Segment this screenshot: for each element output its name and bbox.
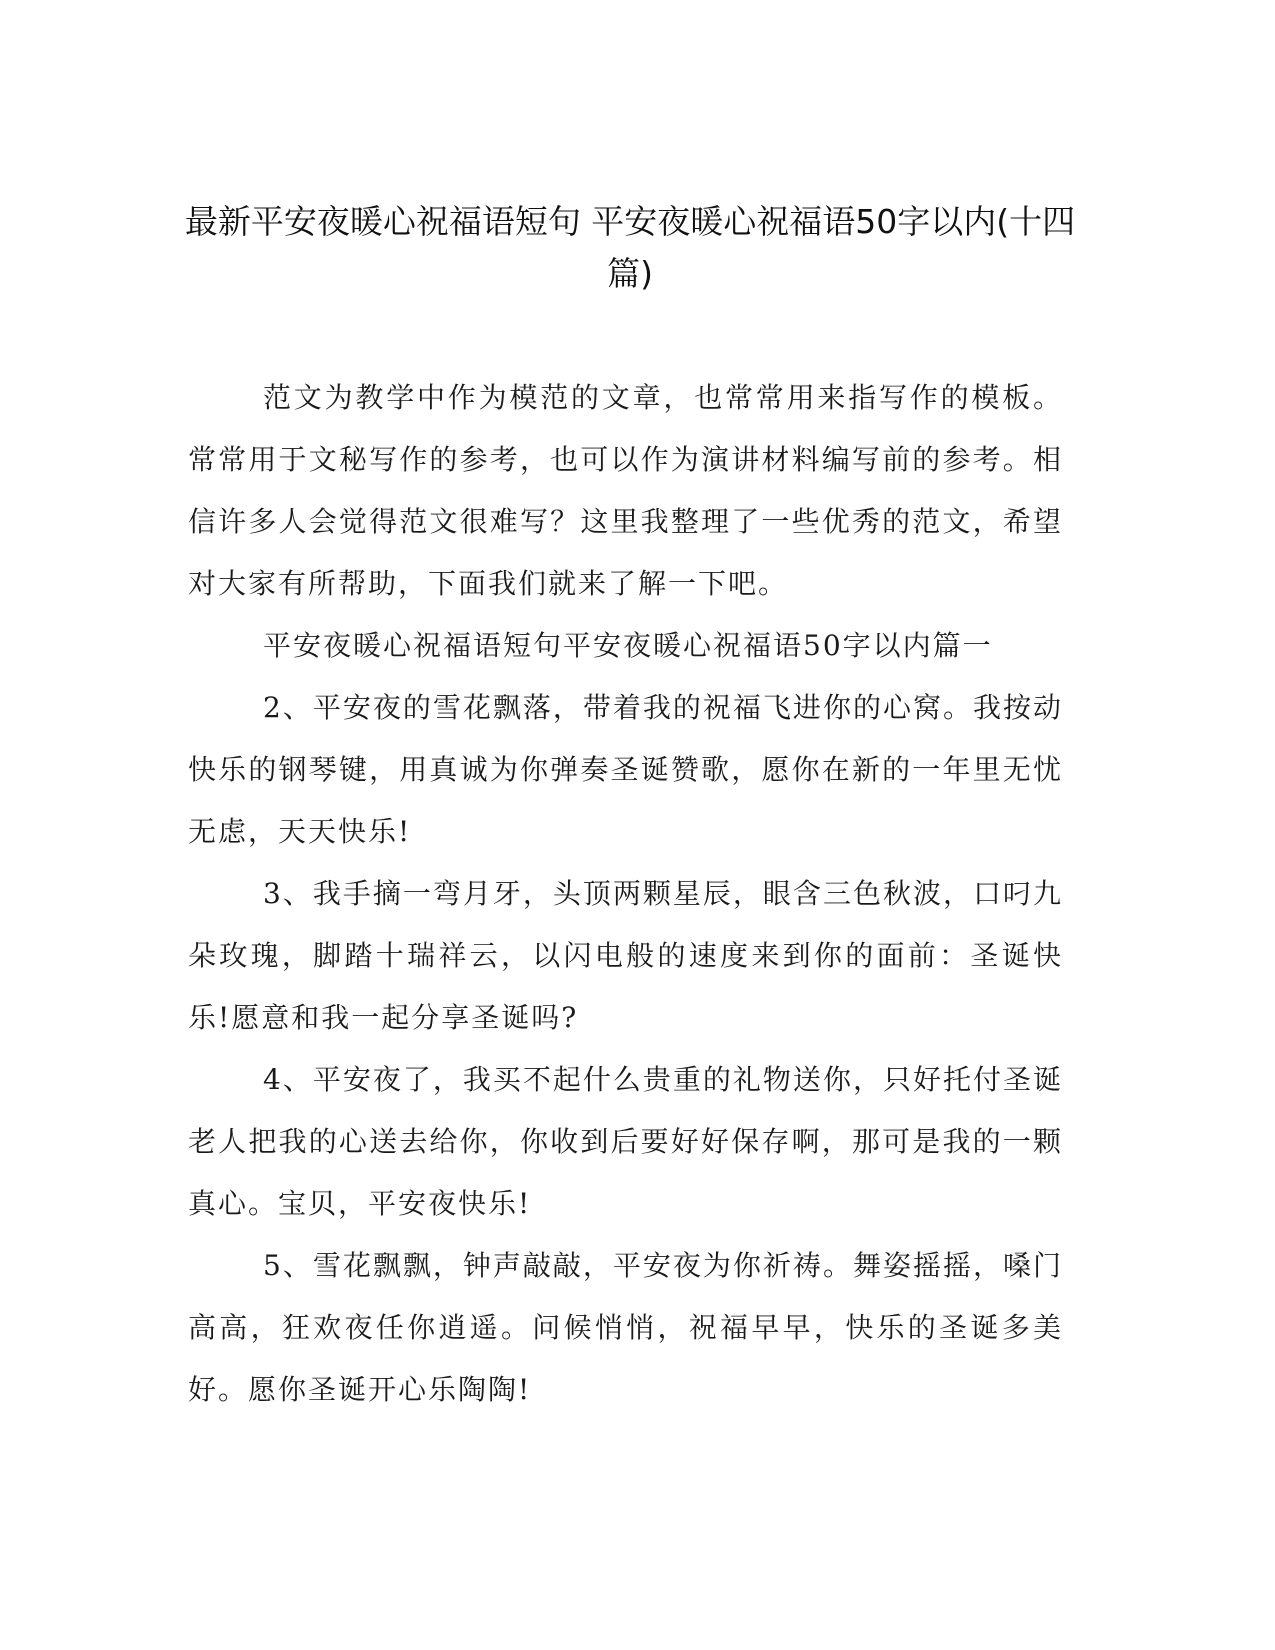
intro-paragraph: 范文为教学中作为模范的文章，也常常用来指写作的模板。常常用于文秘写作的参考，也可以作为演讲材料编写前的参考。相信许多人会觉得范文很难写？这里我整理了一些优秀的范文，希望对大家有所帮助，下面我们就来了解一下吧。 <box>188 381 1063 600</box>
section-heading: 平安夜暖心祝福语短句平安夜暖心祝福语50字以内篇一 <box>263 629 993 662</box>
blessing-paragraph-4: 4、平安夜了，我买不起什么贵重的礼物送你，只好托付圣诞老人把我的心送去给你，你收到后要好好保存啊，那可是我的一颗真心。宝贝，平安夜快乐! <box>188 1063 1063 1220</box>
blessing-paragraph-2: 2、平安夜的雪花飘落，带着我的祝福飞进你的心窝。我按动快乐的钢琴键，用真诚为你弹奏圣诞赞歌，愿你在新的一年里无忧无虑，天天快乐! <box>188 691 1063 848</box>
blessing-paragraph-5: 5、雪花飘飘，钟声敲敲，平安夜为你祈祷。舞姿摇摇，嗓门高高，狂欢夜任你逍遥。问候悄悄，祝福早早，快乐的圣诞多美好。愿你圣诞开心乐陶陶! <box>188 1249 1063 1406</box>
blessing-paragraph-3: 3、我手摘一弯月牙，头顶两颗星辰，眼含三色秋波，口叼九朵玫瑰，脚踏十瑞祥云，以闪电般的速度来到你的面前：圣诞快乐!愿意和我一起分享圣诞吗? <box>188 877 1063 1034</box>
document-body <box>188 367 1063 1421</box>
document-title: 最新平安夜暖心祝福语短句 平安夜暖心祝福语50字以内(十四篇) <box>184 202 1076 293</box>
